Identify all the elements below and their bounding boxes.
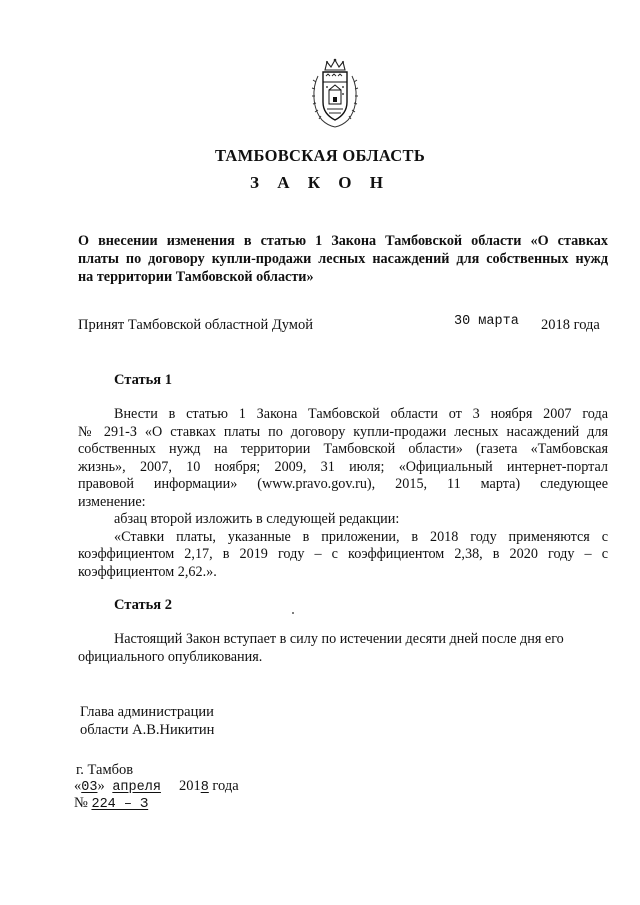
- adoption-day-month: 30 марта: [454, 314, 519, 329]
- law-number: [74, 795, 148, 812]
- article-1-line: жизнь», 2007, 10 ноября; 2009, 31 июля; «Официальный интернет-портал: [78, 458, 608, 475]
- article-2-heading: Статья 2: [114, 597, 172, 613]
- date-suffix: года: [212, 778, 239, 794]
- article-1-line: коэффициентом 2,62.».: [78, 563, 217, 580]
- scan-speck: [292, 612, 294, 614]
- article-1-line: коэффициентом 2,17, в 2019 году – с коэффициентом 2,38, в 2020 году – с: [78, 546, 608, 562]
- article-1-line: правовой информации» (www.pravo.gov.ru), 2015, 11 марта) следующее: [78, 476, 608, 492]
- number-prefix: №: [74, 795, 88, 811]
- tambov-coat-of-arms-icon: [308, 56, 362, 130]
- law-title-line: О внесении изменения в статью 1 Закона Тамбовской области «О ставках: [78, 233, 608, 249]
- date-open-quote: «: [74, 778, 82, 794]
- date-year-prefix: 201: [178, 778, 201, 794]
- article-2-line: Настоящий Закон вступает в силу по истечении десяти дней после дня его: [114, 631, 564, 647]
- date-day: 03: [81, 780, 98, 795]
- signature-block: [80, 703, 214, 739]
- law-title: [78, 232, 608, 286]
- signatory-position: Глава администрации: [80, 704, 214, 720]
- article-1-line: абзац второй изложить в следующей редакции:: [114, 511, 400, 527]
- date-month: апреля: [112, 780, 161, 795]
- article-1-line: собственных нужд на территории Тамбовской области» (газета «Тамбовская: [78, 441, 608, 457]
- region-name: ТАМБОВСКАЯ ОБЛАСТЬ: [214, 146, 426, 165]
- adoption-year: 2018 года: [541, 317, 600, 333]
- article-1-line: изменение:: [78, 493, 146, 510]
- document-type: З А К О Н: [249, 173, 391, 192]
- article-1-heading: Статья 1: [114, 372, 172, 388]
- article-2-line: официального опубликования.: [78, 648, 263, 665]
- signing-date: [74, 778, 239, 795]
- date-close-quote: »: [97, 778, 105, 794]
- law-title-line: платы по договору купли-продажи лесных насаждений для собственных нужд: [78, 251, 608, 267]
- signatory-name: области А.В.Никитин: [80, 722, 215, 738]
- law-title-line: на территории Тамбовской области»: [78, 269, 314, 285]
- article-1-line: Внести в статью 1 Закона Тамбовской области от 3 ноября 2007 года: [114, 406, 608, 422]
- article-1-line: «Ставки платы, указанные в приложении, в 2018 году применяются с: [114, 528, 608, 545]
- article-1-body: [78, 406, 608, 581]
- date-year-digit: 8: [200, 780, 209, 795]
- article-1-line: № 291-З «О ставках платы по договору купли-продажи лесных насаждений для: [78, 423, 608, 440]
- adoption-statement: Принят Тамбовской областной Думой: [78, 317, 313, 333]
- article-2-body: [78, 631, 608, 666]
- number-value: 224 – З: [91, 797, 149, 812]
- city: г. Тамбов: [76, 762, 134, 778]
